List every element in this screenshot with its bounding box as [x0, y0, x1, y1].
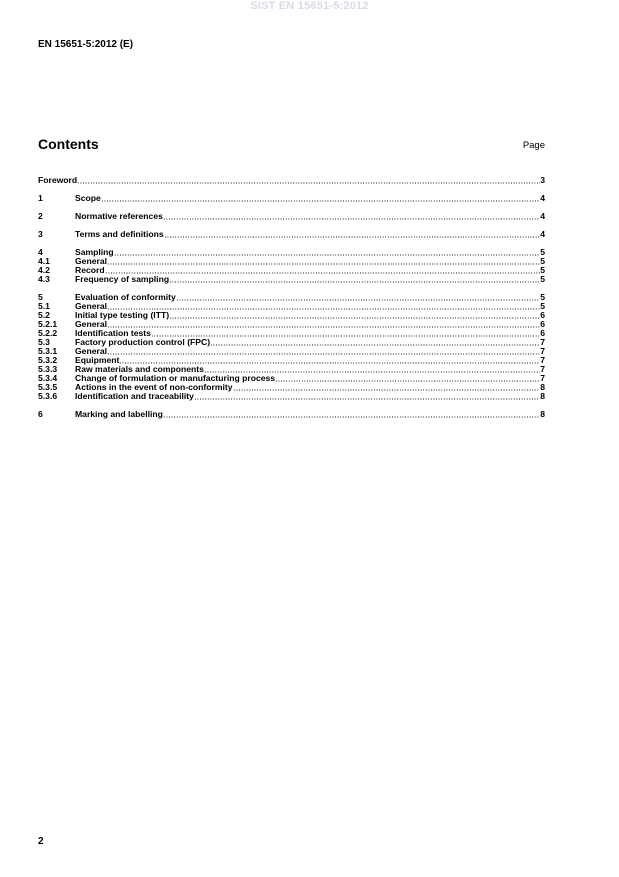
- toc-entry-page: 8: [540, 383, 545, 392]
- toc-entry-page: 7: [540, 356, 545, 365]
- toc-entry[interactable]: [38, 302, 545, 311]
- toc-entry[interactable]: [38, 383, 545, 392]
- toc-entry[interactable]: [38, 293, 545, 302]
- toc-entry[interactable]: [38, 365, 545, 374]
- toc-entry-number: 5.3.5: [38, 383, 58, 392]
- toc-entry-title: Sampling: [75, 248, 114, 257]
- toc-entry[interactable]: [38, 374, 545, 383]
- toc-entry[interactable]: [38, 257, 545, 266]
- toc-entry-title: Evaluation of conformity: [75, 293, 176, 302]
- toc-entry[interactable]: [38, 410, 545, 419]
- toc-entry-number: 5.3.1: [38, 347, 58, 356]
- toc-entry-title: Identification and traceability: [75, 392, 194, 401]
- page-number: 2: [38, 836, 44, 847]
- table-of-contents: [38, 176, 545, 419]
- toc-entry-page: 4: [540, 212, 545, 221]
- toc-entry-title: General: [75, 302, 108, 311]
- document-id: EN 15651-5:2012 (E): [38, 39, 134, 50]
- toc-entry-number: 4: [38, 248, 43, 257]
- toc-entry-number: 5.1: [38, 302, 50, 311]
- toc-entry-title: Terms and definitions: [75, 230, 164, 239]
- toc-entry-number: 3: [38, 230, 43, 239]
- page-column-label: Page: [522, 140, 545, 151]
- toc-entry-number: 4.3: [38, 275, 50, 284]
- toc-entry-title: Normative references: [75, 212, 163, 221]
- toc-entry[interactable]: [38, 320, 545, 329]
- toc-entry-title: Equipment: [75, 356, 120, 365]
- toc-entry[interactable]: [38, 194, 545, 203]
- toc-entry-number: 5.2.2: [38, 329, 58, 338]
- toc-entry-page: 6: [540, 320, 545, 329]
- toc-entry[interactable]: [38, 212, 545, 221]
- toc-entry-page: 4: [540, 194, 545, 203]
- toc-entry-title: Actions in the event of non-conformity: [75, 383, 233, 392]
- toc-entry-title: Change of formulation or manufacturing process: [75, 374, 276, 383]
- toc-entry-title: Record: [75, 266, 105, 275]
- toc-entry-title: Frequency of sampling: [75, 275, 170, 284]
- toc-entry[interactable]: [38, 311, 545, 320]
- toc-entry-page: 5: [540, 302, 545, 311]
- toc-entry-page: 3: [540, 176, 545, 185]
- toc-entry-page: 7: [540, 374, 545, 383]
- toc-entry-number: 5.3.4: [38, 374, 58, 383]
- toc-entry-page: 5: [540, 248, 545, 257]
- toc-entry-title: Factory production control (FPC): [75, 338, 211, 347]
- toc-entry-page: 7: [540, 365, 545, 374]
- toc-entry-number: 5.3.3: [38, 365, 58, 374]
- toc-entry-page: 7: [540, 347, 545, 356]
- toc-entry-title: General: [75, 347, 108, 356]
- toc-entry-page: 8: [540, 392, 545, 401]
- toc-entry-number: 5.3.2: [38, 356, 58, 365]
- toc-entry-number: 4.2: [38, 266, 50, 275]
- toc-entry[interactable]: [38, 329, 545, 338]
- toc-entry[interactable]: [38, 338, 545, 347]
- toc-entry-page: 6: [540, 311, 545, 320]
- toc-entry-number: 5.3.6: [38, 392, 58, 401]
- toc-entry[interactable]: [38, 356, 545, 365]
- toc-entry[interactable]: [38, 275, 545, 284]
- toc-entry-page: 7: [540, 338, 545, 347]
- toc-entry-page: 8: [540, 410, 545, 419]
- toc-entry-title: Raw materials and components: [75, 365, 204, 374]
- toc-entry[interactable]: [38, 266, 545, 275]
- toc-entry-number: 5: [38, 293, 43, 302]
- contents-heading: Contents: [38, 136, 99, 152]
- toc-entry-title: Marking and labelling: [75, 410, 163, 419]
- toc-entry-number: 6: [38, 410, 43, 419]
- toc-entry-page: 4: [540, 230, 545, 239]
- toc-entry[interactable]: [38, 248, 545, 257]
- toc-entry-title: General: [75, 320, 108, 329]
- toc-entry-number: 5.3: [38, 338, 50, 347]
- toc-entry-page: 5: [540, 293, 545, 302]
- toc-entry-number: 5.2: [38, 311, 50, 320]
- toc-entry-page: 6: [540, 329, 545, 338]
- toc-entry[interactable]: [38, 176, 545, 185]
- toc-entry-title: Scope: [75, 194, 101, 203]
- toc-entry-page: 5: [540, 275, 545, 284]
- toc-entry-number: 1: [38, 194, 43, 203]
- toc-entry-title: General: [75, 257, 108, 266]
- toc-entry-page: 5: [540, 266, 545, 275]
- toc-entry-number: 4.1: [38, 257, 50, 266]
- toc-entry-number: 5.2.1: [38, 320, 58, 329]
- toc-entry-title: Initial type testing (ITT): [75, 311, 170, 320]
- toc-entry-number: 2: [38, 212, 43, 221]
- toc-entry[interactable]: [38, 392, 545, 401]
- toc-entry[interactable]: [38, 230, 545, 239]
- toc-entry-title: Foreword: [38, 176, 78, 185]
- toc-entry-page: 5: [540, 257, 545, 266]
- toc-entry-title: Identification tests: [75, 329, 151, 338]
- watermark: SIST EN 15651-5:2012: [250, 0, 369, 12]
- toc-entry[interactable]: [38, 347, 545, 356]
